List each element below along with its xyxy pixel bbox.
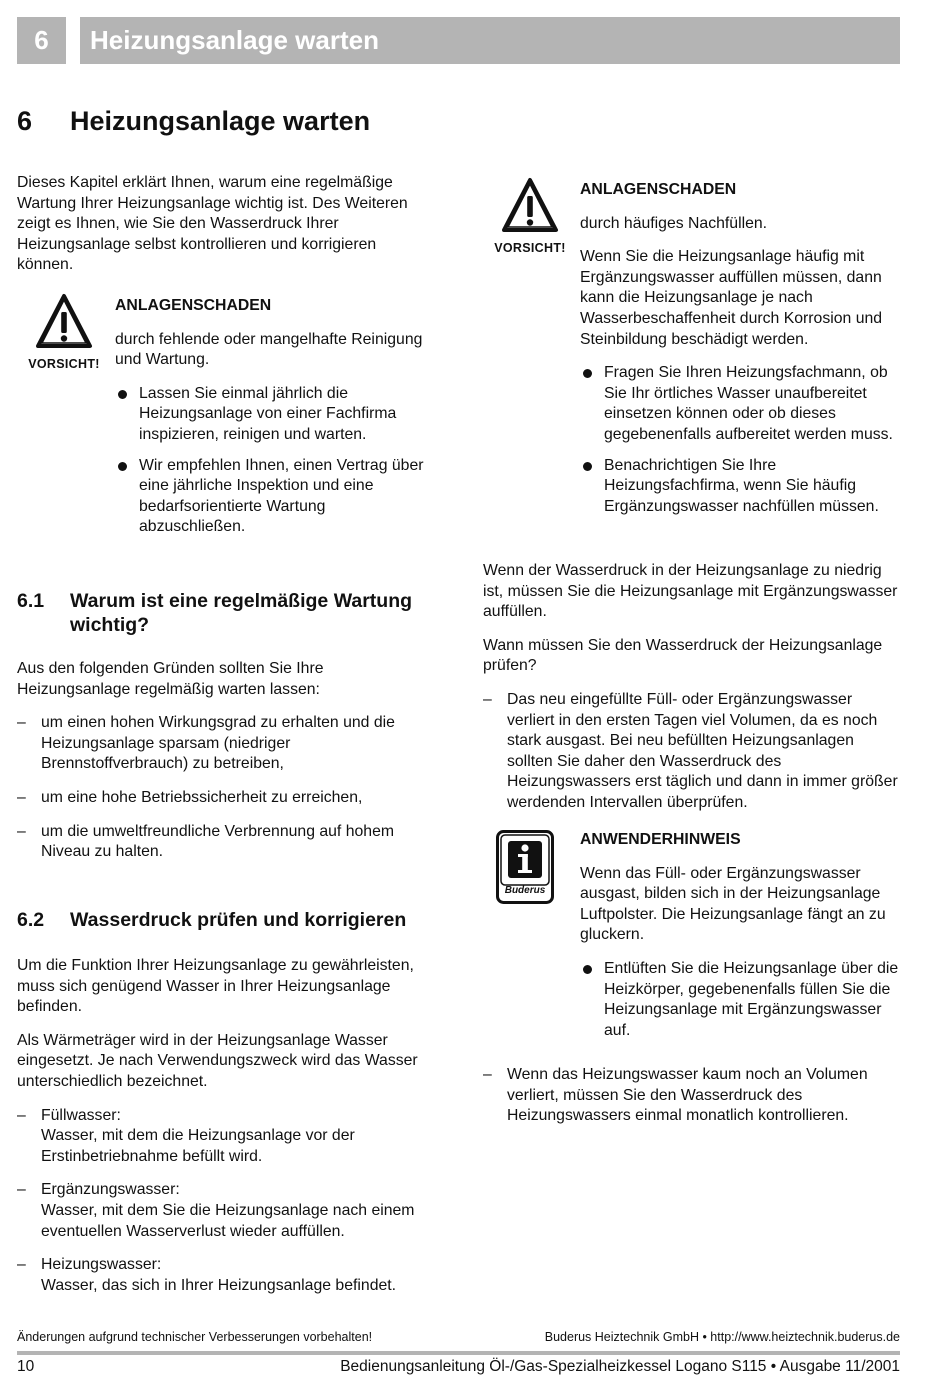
list-item: – um einen hohen Wirkungsgrad zu erhalten und die Heizungsanlage sparsam (niedriger Brennstoffverbrauch) zu betreiben, — [17, 714, 395, 773]
right-p2: Wann müssen Sie den Wasserdruck der Heizungsanlage prüfen? — [483, 636, 883, 675]
chapter-title: Heizungsanlage warten — [70, 106, 371, 136]
section-number: 6.2 — [17, 909, 45, 931]
warning-2-heading: ANLAGENSCHADEN — [580, 181, 737, 198]
header-chapter-number: 6 — [17, 17, 66, 64]
warning-triangle-icon — [34, 292, 94, 352]
warning-2-text2: Wenn Sie die Heizungsanlage häufig mit Ergänzungswasser auffüllen müssen, dann kann die Heizungsanlage je nach Wasserbeschaffenheit durch Korrosion und Steinbildung beschädigt werden. — [580, 248, 883, 348]
section-title: Wasserdruck prüfen und korrigieren — [70, 909, 407, 931]
list-item: – Heizungswasser: Wasser, das sich in Ihrer Heizungsanlage befindet. — [17, 1256, 397, 1294]
warning-triangle-icon — [500, 176, 560, 236]
right-p1: Wenn der Wasserdruck in der Heizungsanlage zu niedrig ist, müssen Sie die Heizungsanlage mit Ergänzungswasser auffüllen. — [483, 562, 898, 621]
list-item: – Das neu eingefüllte Füll- oder Ergänzungswasser verliert in den ersten Tagen viel Volumen, da es noch stark ausgast. Bei neu befüllten Heizungsanlagen sollten Sie daher den Wasserdruck des Heizungswassers erst täglich und dann in immer größer werdenden Intervallen überprüfen. — [483, 690, 898, 811]
section-6-2-p1: Um die Funktion Ihrer Heizungsanlage zu gewährleisten, muss sich genügend Wasser in Ihrer Heizungsanlage befinden. — [17, 957, 414, 1016]
list-item: – Ergänzungswasser: Wasser, mit dem Sie die Heizungsanlage nach einem eventuellen Wasserverlust wieder auffüllen. — [17, 1181, 415, 1240]
list-item: – Wenn das Heizungswasser kaum noch an Volumen verliert, müssen Sie den Wasserdruck des Heizungswassers einmal monatlich kontrollieren. — [483, 1066, 868, 1125]
list-item: Benachrichtigen Sie Ihre Heizungsfachfirma, wenn Sie häufig Ergänzungswasser nachfüllen müssen. — [580, 456, 902, 518]
document-title: Bedienungsanleitung Öl-/Gas-Spezialheizkessel Logano S115 • Ausgabe 11/2001 — [340, 1358, 900, 1375]
page-number: 10 — [17, 1358, 35, 1375]
right-column-final — [483, 1065, 903, 1140]
bullet-icon — [583, 965, 592, 974]
info-icon — [496, 830, 554, 904]
list-item: Fragen Sie Ihren Heizungsfachmann, ob Sie Ihr örtliches Wasser unaufbereitet einsetzen können oder ob dieses gegebenenfalls aufbereitet werden muss. — [580, 363, 902, 445]
warning-box-1 — [115, 296, 435, 548]
list-item: Entlüften Sie die Heizungsanlage über die Heizkörper, gegebenenfalls füllen Sie die Heizungsanlage mit Ergänzungswasser auf. — [580, 959, 902, 1041]
footer-divider — [17, 1351, 900, 1355]
bullet-icon — [118, 390, 127, 399]
warning-1-heading: ANLAGENSCHADEN — [115, 297, 272, 314]
info-icon-label: Buderus — [504, 885, 546, 896]
section-6-2-p2: Als Wärmeträger wird in der Heizungsanlage Wasser eingesetzt. Je nach Verwendungszweck wird das Wasser unterschiedlich bezeichnet. — [17, 1031, 418, 1090]
list-item: Lassen Sie einmal jährlich die Heizungsanlage von einer Fachfirma inspizieren, reinigen und warten. — [115, 384, 435, 446]
list-item: – Füllwasser: Wasser, mit dem die Heizungsanlage vor der Erstinbetriebnahme befüllt wird. — [17, 1106, 355, 1165]
warning-label-1: VORSICHT! — [28, 357, 100, 371]
section-6-1-body — [17, 659, 435, 876]
note-heading: ANWENDERHINWEIS — [580, 831, 741, 848]
list-item: – um eine hohe Betriebssicherheit zu erreichen, — [17, 788, 363, 806]
chapter-number: 6 — [17, 106, 33, 136]
note-text: Wenn das Füll- oder Ergänzungswasser ausgast, bilden sich in der Heizungsanlage Luftpolster. Die Heizungsanlage fängt an zu gluckern. — [580, 864, 886, 944]
section-6-1-heading — [17, 589, 447, 639]
user-note-box — [580, 830, 902, 1051]
header-chapter-title: Heizungsanlage warten — [80, 17, 900, 64]
warning-box-2 — [580, 180, 902, 527]
bullet-icon — [583, 462, 592, 471]
warning-label-2: VORSICHT! — [494, 241, 566, 255]
footer-company: Buderus Heiztechnik GmbH • http://www.heiztechnik.buderus.de — [544, 1330, 900, 1344]
bullet-icon — [583, 369, 592, 378]
intro-block — [17, 173, 435, 289]
section-6-1-intro: Aus den folgenden Gründen sollten Sie Ihre Heizungsanlage regelmäßig warten lassen: — [17, 660, 324, 698]
warning-box-1-icon — [22, 292, 106, 371]
section-number: 6.1 — [17, 590, 45, 612]
intro-text: Dieses Kapitel erklärt Ihnen, warum eine regelmäßige Wartung Ihrer Heizungsanlage wichtig ist. Des Weiteren zeigt es Ihnen, wie Sie den Wasserdruck Ihrer Heizungsanlage selbst kontrollieren und korrigieren können. — [17, 174, 408, 274]
warning-1-text: durch fehlende oder mangelhafte Reinigung und Wartung. — [115, 330, 423, 369]
right-column-body — [483, 561, 903, 827]
warning-2-text1: durch häufiges Nachfüllen. — [580, 214, 768, 232]
section-6-2-heading — [17, 908, 447, 934]
bullet-icon — [118, 462, 127, 471]
section-title: Warum ist eine regelmäßige Wartung wichtig? — [70, 590, 413, 636]
list-item: Wir empfehlen Ihnen, einen Vertrag über eine jährliche Inspektion und eine bedarfsorientierte Wartung abzuschließen. — [115, 456, 435, 538]
footer-disclaimer: Änderungen aufgrund technischer Verbesserungen vorbehalten! — [17, 1330, 373, 1344]
warning-box-2-icon — [488, 176, 572, 255]
chapter-heading — [17, 106, 370, 137]
section-6-2-body — [17, 956, 435, 1309]
list-item: – um die umweltfreundliche Verbrennung auf hohem Niveau zu halten. — [17, 822, 395, 861]
